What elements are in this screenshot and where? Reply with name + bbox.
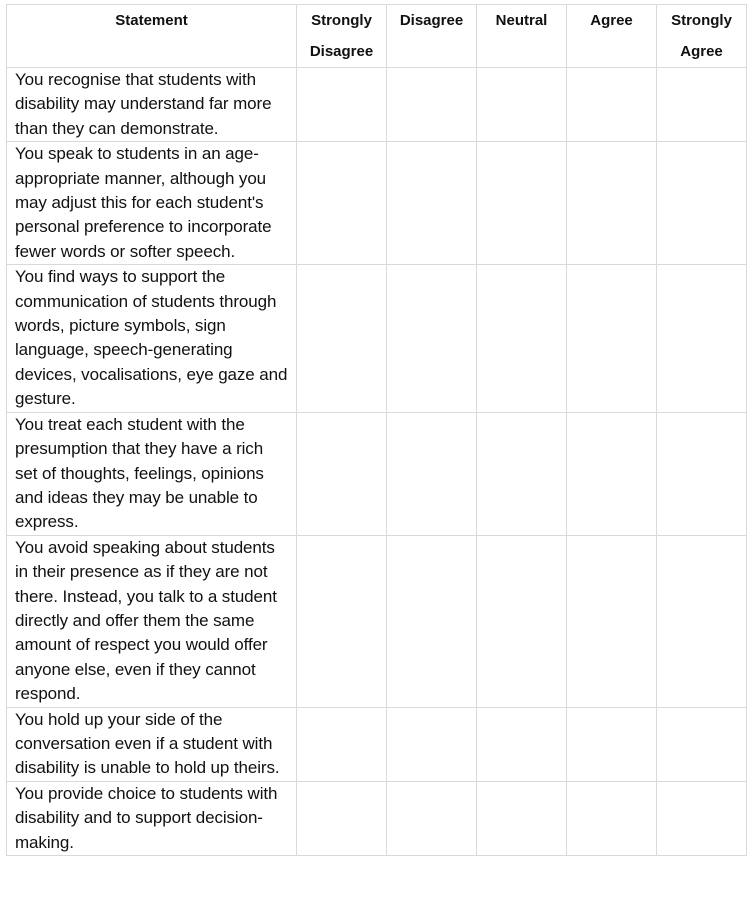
neutral-cell[interactable] — [477, 68, 567, 142]
statement-cell: You find ways to support the communication of students through words, picture symbols, sign language, speech-generating devices, vocalisations, eye gaze and gesture. — [7, 265, 297, 412]
agree-cell[interactable] — [567, 535, 657, 707]
statement-cell: You treat each student with the presumption that they have a rich set of thoughts, feelings, opinions and ideas they may be unable to express. — [7, 412, 297, 535]
strongly-agree-cell[interactable] — [657, 265, 747, 412]
header-disagree: Disagree — [387, 5, 477, 68]
agree-cell[interactable] — [567, 68, 657, 142]
neutral-cell[interactable] — [477, 412, 567, 535]
strongly-disagree-cell[interactable] — [297, 535, 387, 707]
agree-cell[interactable] — [567, 412, 657, 535]
strongly-agree-cell[interactable] — [657, 707, 747, 781]
strongly-agree-cell[interactable] — [657, 781, 747, 855]
header-row — [7, 5, 747, 68]
statement-cell: You recognise that students with disability may understand far more than they can demonstrate. — [7, 68, 297, 142]
table-row — [7, 781, 747, 855]
strongly-disagree-cell[interactable] — [297, 265, 387, 412]
neutral-cell[interactable] — [477, 535, 567, 707]
agree-cell[interactable] — [567, 265, 657, 412]
strongly-disagree-cell[interactable] — [297, 142, 387, 265]
strongly-agree-cell[interactable] — [657, 142, 747, 265]
disagree-cell[interactable] — [387, 265, 477, 412]
neutral-cell[interactable] — [477, 142, 567, 265]
neutral-cell[interactable] — [477, 781, 567, 855]
agree-cell[interactable] — [567, 781, 657, 855]
disagree-cell[interactable] — [387, 412, 477, 535]
strongly-disagree-cell[interactable] — [297, 412, 387, 535]
table-row — [7, 265, 747, 412]
strongly-disagree-cell[interactable] — [297, 707, 387, 781]
neutral-cell[interactable] — [477, 707, 567, 781]
neutral-cell[interactable] — [477, 265, 567, 412]
disagree-cell[interactable] — [387, 707, 477, 781]
disagree-cell[interactable] — [387, 68, 477, 142]
strongly-disagree-cell[interactable] — [297, 68, 387, 142]
disagree-cell[interactable] — [387, 781, 477, 855]
disagree-cell[interactable] — [387, 142, 477, 265]
header-agree: Agree — [567, 5, 657, 68]
header-neutral: Neutral — [477, 5, 567, 68]
statement-cell: You hold up your side of the conversation even if a student with disability is unable to hold up theirs. — [7, 707, 297, 781]
disagree-cell[interactable] — [387, 535, 477, 707]
header-strongly-disagree: Strongly Disagree — [297, 5, 387, 68]
table-row — [7, 68, 747, 142]
agree-cell[interactable] — [567, 142, 657, 265]
strongly-agree-cell[interactable] — [657, 68, 747, 142]
table-row — [7, 707, 747, 781]
table-row — [7, 142, 747, 265]
strongly-agree-cell[interactable] — [657, 412, 747, 535]
statement-cell: You speak to students in an age-appropriate manner, although you may adjust this for each student's personal preference to incorporate fewer words or softer speech. — [7, 142, 297, 265]
statement-cell: You provide choice to students with disability and to support decision-making. — [7, 781, 297, 855]
table-row — [7, 412, 747, 535]
strongly-disagree-cell[interactable] — [297, 781, 387, 855]
table-row — [7, 535, 747, 707]
agree-cell[interactable] — [567, 707, 657, 781]
statement-cell: You avoid speaking about students in their presence as if they are not there. Instead, you talk to a student directly and offer them the same amount of respect you would offer anyone else, even if they cannot respond. — [7, 535, 297, 707]
strongly-agree-cell[interactable] — [657, 535, 747, 707]
header-strongly-agree: Strongly Agree — [657, 5, 747, 68]
header-statement: Statement — [7, 5, 297, 68]
survey-table — [6, 4, 747, 856]
